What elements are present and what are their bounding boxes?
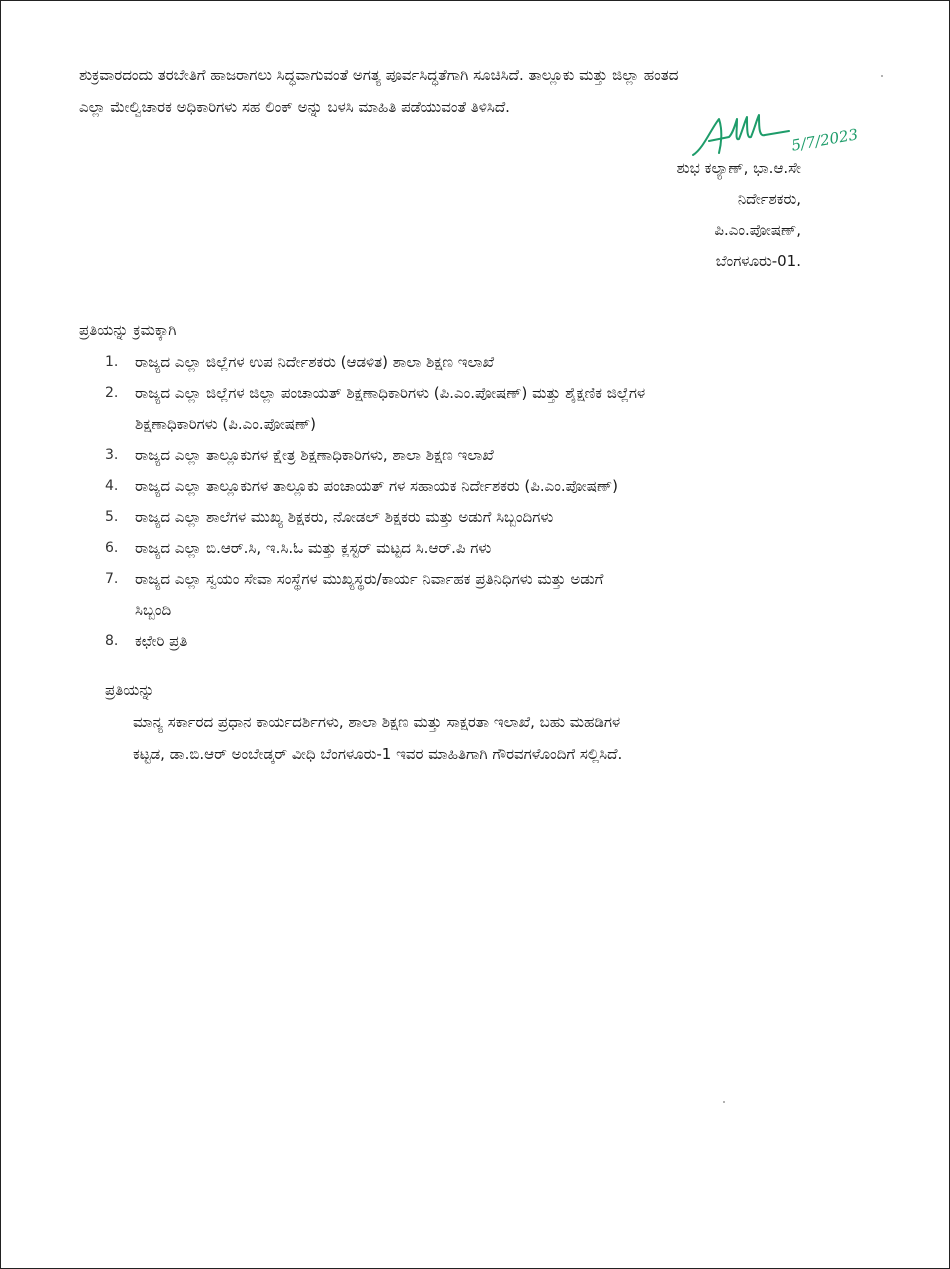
list-item [105, 564, 825, 626]
item-text: ರಾಜ್ಯದ ಎಲ್ಲಾ ಜಿಲ್ಲೆಗಳ ಉಪ ನಿರ್ದೇಶಕರು (ಆಡಳಿತ) ಶಾಲಾ ಶಿಕ್ಷಣ ಇಲಾಖೆ [135, 353, 495, 371]
item-text: ರಾಜ್ಯದ ಎಲ್ಲಾ ಸ್ವಯಂ ಸೇವಾ ಸಂಸ್ಥೆಗಳ ಮುಖ್ಯಸ್ಥರು/ಕಾರ್ಯ ನಿರ್ವಾಹಕ ಪ್ರತಿನಿಧಿಗಳು ಮತ್ತು ಅಡುಗೆ [135, 570, 604, 588]
item-text: ರಾಜ್ಯದ ಎಲ್ಲಾ ಬಿ.ಆರ್.ಸಿ, ಇ.ಸಿ.ಓ ಮತ್ತು ಕ್ಲಸ್ಟರ್ ಮಟ್ಟದ ಸಿ.ಆರ್.ಪಿ ಗಳು [135, 539, 492, 557]
scan-speck [723, 1101, 725, 1103]
scan-speck [881, 75, 883, 77]
signatory-block [601, 153, 801, 277]
item-text: ರಾಜ್ಯದ ಎಲ್ಲಾ ಶಾಲೆಗಳ ಮುಖ್ಯ ಶಿಕ್ಷಕರು, ನೋಡಲ್ ಶಿಕ್ಷಕರು ಮತ್ತು ಅಡುಗೆ ಸಿಬ್ಬಂದಿಗಳು [135, 508, 554, 526]
intro-line-1: ಶುಕ್ರವಾರದಂದು ತರಬೇತಿಗೆ ಹಾಜರಾಗಲು ಸಿದ್ಧವಾಗುವಂತೆ ಅಗತ್ಯ ಪೂರ್ವಸಿದ್ಧತೆಗಾಗಿ ಸೂಚಿಸಿದೆ. ತಾಲ್ಲೂಕು ಮತ್ತು ಜಿಲ್ಲಾ ಹಂತದ [79, 66, 679, 84]
item-number: 2. [105, 385, 119, 401]
item-text: ಕಛೇರಿ ಪ್ರತಿ [135, 632, 188, 650]
signatory-designation: ನಿರ್ದೇಶಕರು, [737, 190, 801, 208]
info-copy-heading: ಪ್ರತಿಯನ್ನು [105, 681, 155, 699]
list-item [105, 626, 825, 657]
item-number: 1. [105, 354, 119, 370]
item-text-continued: ಸಿಬ್ಬಂದಿ [135, 601, 172, 619]
copies-list [105, 347, 825, 657]
signature-date: 5/7/2023 [789, 125, 860, 155]
info-copy-line-2: ಕಟ್ಟಡ, ಡಾ.ಬಿ.ಆರ್ ಅಂಬೇಡ್ಕರ್ ವೀಧಿ ಬೆಂಗಳೂರು-1 ಇವರ ಮಾಹಿತಿಗಾಗಿ ಗೌರವಗಳೊಂದಿಗೆ ಸಲ್ಲಿಸಿದೆ. [133, 745, 623, 763]
item-number: 5. [105, 509, 119, 525]
copies-heading: ಪ್ರತಿಯನ್ನು ಕ್ರಮಕ್ಕಾಗಿ [79, 321, 177, 339]
list-item [105, 347, 825, 378]
item-text: ರಾಜ್ಯದ ಎಲ್ಲಾ ಜಿಲ್ಲೆಗಳ ಜಿಲ್ಲಾ ಪಂಚಾಯತ್ ಶಿಕ್ಷಣಾಧಿಕಾರಿಗಳು (ಪಿ.ಎಂ.ಪೋಷಣ್) ಮತ್ತು ಶೈಕ್ಷಣಿಕ ಜಿಲ್ಲೆಗಳ [135, 384, 646, 402]
list-item [105, 440, 825, 471]
item-text: ರಾಜ್ಯದ ಎಲ್ಲಾ ತಾಲ್ಲೂಕುಗಳ ಕ್ಷೇತ್ರ ಶಿಕ್ಷಣಾಧಿಕಾರಿಗಳು, ಶಾಲಾ ಶಿಕ್ಷಣ ಇಲಾಖೆ [135, 446, 494, 464]
info-copy-line-1: ಮಾನ್ಯ ಸರ್ಕಾರದ ಪ್ರಧಾನ ಕಾರ್ಯದರ್ಶಿಗಳು, ಶಾಲಾ ಶಿಕ್ಷಣ ಮತ್ತು ಸಾಕ್ಷರತಾ ಇಲಾಖೆ, ಬಹು ಮಹಡಿಗಳ [133, 713, 621, 731]
item-number: 6. [105, 540, 119, 556]
item-number: 7. [105, 571, 119, 587]
item-text: ರಾಜ್ಯದ ಎಲ್ಲಾ ತಾಲ್ಲೂಕುಗಳ ತಾಲ್ಲೂಕು ಪಂಚಾಯತ್ ಗಳ ಸಹಾಯಕ ನಿರ್ದೇಶಕರು (ಪಿ.ಎಂ.ಪೋಷಣ್) [135, 477, 618, 495]
item-number: 8. [105, 633, 119, 649]
signatory-name: ಶುಭ ಕಲ್ಯಾಣ್, ಭಾ.ಆ.ಸೇ [676, 159, 801, 177]
item-number: 3. [105, 447, 119, 463]
intro-line-2: ಎಲ್ಲಾ ಮೇಲ್ವಿಚಾರಕ ಅಧಿಕಾರಿಗಳು ಸಹ ಲಿಂಕ್ ಅನ್ನು ಬಳಸಿ ಮಾಹಿತಿ ಪಡೆಯುವಂತೆ ತಿಳಿಸಿದೆ. [79, 98, 510, 116]
list-item [105, 502, 825, 533]
item-text-continued: ಶಿಕ್ಷಣಾಧಿಕಾರಿಗಳು (ಪಿ.ಎಂ.ಪೋಷಣ್) [135, 415, 317, 433]
list-item [105, 378, 825, 440]
item-number: 4. [105, 478, 119, 494]
list-item [105, 533, 825, 564]
signatory-city: ಬೆಂಗಳೂರು-01. [715, 252, 801, 270]
list-item [105, 471, 825, 502]
signatory-office: ಪಿ.ಎಂ.ಪೋಷಣ್, [714, 221, 801, 239]
